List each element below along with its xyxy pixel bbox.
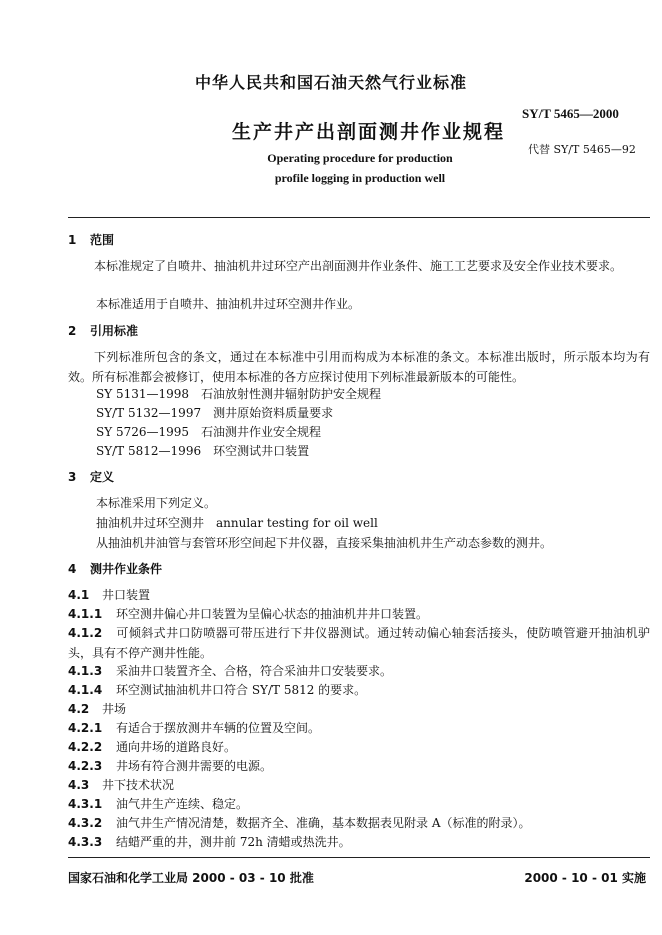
clause-4-3 [68,776,174,793]
document-title-en-line2: profile logging in production well [274,171,446,185]
standard-number: SY/T 5465—2000 [522,106,619,121]
replaces-standard: 代替 SY/T 5465—92 [528,143,636,156]
clause-4-2-3 [68,757,272,774]
clause-4-3-3 [68,833,351,850]
clause-number: 4.2.2 [68,740,103,754]
reference-item: SY/T 5812—1996 环空测试井口装置 [96,444,310,458]
clause-text: 可倾斜式井口防喷器可带压进行下井仪器测试。通过转动偏心轴套活接头，使防喷管避开抽油机驴头，具有不停产测井性能。 [68,626,650,660]
clause-4-1-4 [68,681,366,698]
clause-text: 井口装置 [102,588,151,602]
clause-number: 4.1.2 [68,626,103,640]
clause-text: 采油井口装置齐全、合格，符合采油井口安装要求。 [116,664,393,678]
clause-text: 通向井场的道路良好。 [116,740,237,754]
footer-divider [68,857,650,858]
clause-number: 4.3.1 [68,797,103,811]
section-1-heading [68,231,114,248]
clause-number: 4.1.3 [68,664,103,678]
clause-4-2 [68,700,126,717]
section-title: 测井作业条件 [90,562,163,576]
clause-text: 环空测试抽油机井口符合 SY/T 5812 的要求。 [116,683,367,697]
section-number: 1 [68,233,77,247]
clause-4-1-3 [68,662,392,679]
clause-number: 4.1.4 [68,683,103,697]
section-title: 范围 [90,233,115,247]
section-title: 引用标准 [90,324,139,338]
clause-text: 结蜡严重的井，测井前 72h 清蜡或热洗井。 [116,835,351,849]
clause-number: 4.1 [68,588,90,602]
clause-text: 油气井生产连续、稳定。 [116,797,249,811]
clause-number: 4.3.3 [68,835,103,849]
document-title-cn: 生产井产出剖面测井作业规程 [232,121,506,143]
section-number: 2 [68,324,77,338]
reference-item: SY 5726—1995 石油测井作业安全规程 [96,425,322,439]
clause-4-1-1 [68,605,428,622]
reference-item: SY/T 5132—1997 测井原始资料质量要求 [96,406,334,420]
section-1-paragraph-2: 本标准适用于自喷井、抽油机井过环空测井作业。 [96,297,361,311]
clause-number: 4.2 [68,702,90,716]
section-3-heading [68,468,114,485]
clause-4-3-1 [68,795,248,812]
clause-4-2-1 [68,719,320,736]
section-2-paragraph-1: 下列标准所包含的条文，通过在本标准中引用而构成为本标准的条文。本标准出版时，所示版本均为有效。所有标准都会被修订，使用本标准的各方应探讨使用下列标准最新版本的可能性。 [68,350,650,384]
clause-number: 4.2.1 [68,721,103,735]
definition-term: 抽油机井过环空测井 annular testing for oil well [96,516,378,530]
clause-text: 油气井生产情况清楚，数据齐全、准确，基本数据表见附录 A（标准的附录）。 [116,816,531,830]
clause-4-2-2 [68,738,236,755]
clause-number: 4.1.1 [68,607,103,621]
clause-number: 4.3 [68,778,90,792]
effective-date: 2000 - 10 - 01 实施 [524,871,646,885]
clause-text: 环空测井偏心井口装置为呈偏心状态的抽油机井井口装置。 [116,607,429,621]
clause-text: 有适合于摆放测井车辆的位置及空间。 [116,721,321,735]
industry-standard-heading: 中华人民共和国石油天然气行业标准 [194,73,467,92]
document-title-en-line1: Operating procedure for production [267,151,453,165]
clause-4-3-2 [68,814,530,831]
clause-number: 4.3.2 [68,816,103,830]
clause-number: 4.2.3 [68,759,103,773]
section-3-paragraph-1: 本标准采用下列定义。 [96,496,217,510]
clause-4-1 [68,586,150,603]
reference-item: SY 5131—1998 石油放射性测井辐射防护安全规程 [96,387,382,401]
section-title: 定义 [90,470,115,484]
approval-issuer: 国家石油和化学工业局 2000 - 03 - 10 批准 [68,871,314,885]
section-4-heading [68,560,162,577]
section-number: 4 [68,562,77,576]
definition-text: 从抽油机井油管与套管环形空间起下井仪器，直接采集抽油机井生产动态参数的测井。 [96,536,553,550]
clause-text: 井场有符合测井需要的电源。 [116,759,273,773]
section-number: 3 [68,470,77,484]
section-1-paragraph-1: 本标准规定了自喷井、抽油机井过环空产出剖面测井作业条件、施工工艺要求及安全作业技术要求。 [94,259,623,273]
clause-text: 井场 [102,702,127,716]
clause-text: 井下技术状况 [102,778,175,792]
clause-4-1-2 [68,623,650,663]
section-2-heading [68,322,138,339]
header-divider [68,217,650,218]
